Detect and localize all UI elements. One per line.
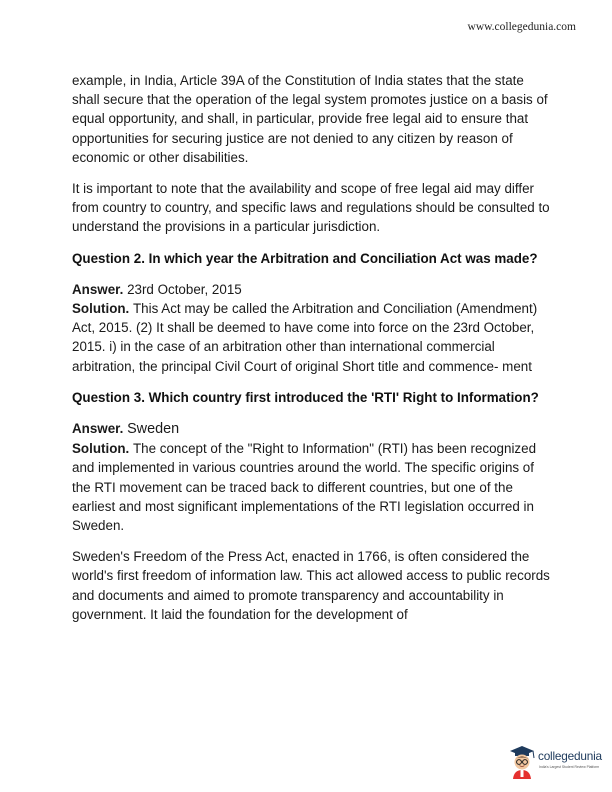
brand-logo-block[interactable] (506, 744, 608, 782)
answer-line-q2 (72, 280, 550, 299)
solution-text: The concept of the "Right to Information" (RTI) has been recognized and implemented in various countries around the world. The specific origins of the RTI movement can be traced back to different countries, but one of the earliest and most significant implementations of the RTI legislation occurred in Sweden. (72, 441, 537, 534)
answer-block-q2 (72, 280, 550, 376)
brand-name: collegedunia (538, 749, 602, 763)
intro-paragraph: example, in India, Article 39A of the Constitution of India states that the state shall secure that the operation of the legal system promotes justice on a basis of equal opportunity, and shall, in particular, provide free legal aid to ensure that opportunities for securing justice are not denied to any citizen by reason of economic or other disabilities. (72, 73, 548, 165)
site-url[interactable]: www.collegedunia.com (467, 21, 576, 33)
brand-tagline: India's Largest Student Review Platform (539, 765, 600, 769)
answer-label: Answer. (72, 281, 128, 297)
answer-label: Answer. (72, 421, 128, 437)
solution-text: This Act may be called the Arbitration and Conciliation (Amendment) Act, 2015. (2) It shall be deemed to have come into force on the 23rd October, 2015. i) in the case of an arbitration other than international commercial arbitration, the principal Civil Court of original Short title and commence- ment (72, 301, 538, 374)
answer-value: Sweden (127, 421, 180, 438)
followup-paragraph: Sweden's Freedom of the Press Act, enacted in 1766, is often considered the world's first freedom of information law. This act allowed access to public records and documents and aimed to promote transparency and accountability in government. It laid the foundation for the development of (72, 549, 550, 622)
answer-block-q3 (72, 419, 550, 535)
note-paragraph: It is important to note that the availability and scope of free legal aid may differ from country to country, and specific laws and regulations should be consulted to understand the provisions in a particular jurisdiction. (72, 181, 550, 235)
answer-line-q3 (72, 419, 550, 439)
question-2: Question 2. In which year the Arbitration and Conciliation Act was made? (72, 250, 538, 266)
answer-value: 23rd October, 2015 (127, 281, 242, 297)
mascot-logo-icon (506, 744, 538, 780)
question-3: Question 3. Which country first introduced the 'RTI' Right to Information? (72, 389, 539, 405)
solution-label: Solution. (72, 441, 133, 457)
document-body (72, 71, 550, 636)
solution-label: Solution. (72, 301, 133, 317)
